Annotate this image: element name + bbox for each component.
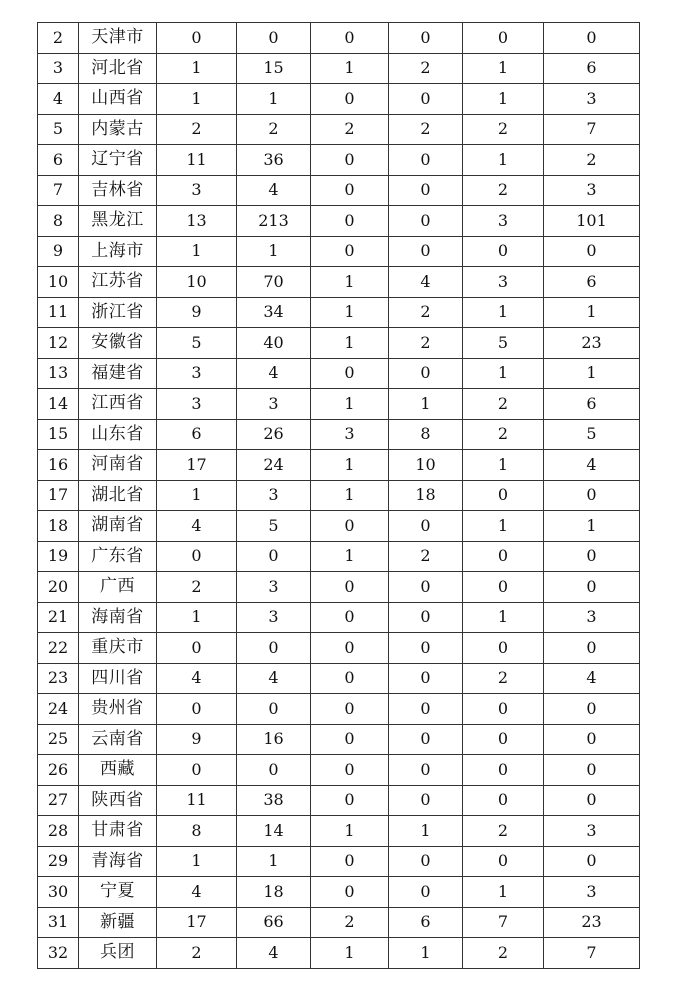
col-8-value-cell: 3 <box>544 877 640 908</box>
table-row <box>38 267 640 298</box>
region-name-cell: 河南省 <box>79 450 157 481</box>
col-4-value-cell: 70 <box>237 267 311 298</box>
col-6-value-cell: 0 <box>389 785 463 816</box>
col-4-value-cell: 34 <box>237 297 311 328</box>
table-row <box>38 816 640 847</box>
col-7-value-cell: 1 <box>463 297 544 328</box>
col-5-value-cell: 0 <box>311 755 389 786</box>
col-4-value-cell: 4 <box>237 175 311 206</box>
col-7-value-cell: 1 <box>463 53 544 84</box>
col-7-value-cell: 0 <box>463 633 544 664</box>
col-3-value-cell: 0 <box>157 694 237 725</box>
col-8-value-cell: 7 <box>544 114 640 145</box>
table-row <box>38 785 640 816</box>
row-number-cell: 11 <box>38 297 79 328</box>
col-7-value-cell: 0 <box>463 846 544 877</box>
col-5-value-cell: 1 <box>311 297 389 328</box>
col-5-value-cell: 0 <box>311 572 389 603</box>
col-8-value-cell: 1 <box>544 511 640 542</box>
col-8-value-cell: 2 <box>544 145 640 176</box>
row-number-cell: 17 <box>38 480 79 511</box>
col-3-value-cell: 8 <box>157 816 237 847</box>
col-6-value-cell: 0 <box>389 633 463 664</box>
region-name-cell: 湖南省 <box>79 511 157 542</box>
region-name-cell: 天津市 <box>79 23 157 54</box>
table-row <box>38 450 640 481</box>
col-8-value-cell: 6 <box>544 267 640 298</box>
row-number-cell: 26 <box>38 755 79 786</box>
table-row <box>38 572 640 603</box>
col-4-value-cell: 0 <box>237 23 311 54</box>
region-name-cell: 安徽省 <box>79 328 157 359</box>
col-3-value-cell: 1 <box>157 236 237 267</box>
region-name-cell: 上海市 <box>79 236 157 267</box>
row-number-cell: 27 <box>38 785 79 816</box>
col-5-value-cell: 1 <box>311 450 389 481</box>
col-4-value-cell: 66 <box>237 907 311 938</box>
col-8-value-cell: 3 <box>544 602 640 633</box>
col-4-value-cell: 0 <box>237 633 311 664</box>
col-4-value-cell: 5 <box>237 511 311 542</box>
row-number-cell: 3 <box>38 53 79 84</box>
col-6-value-cell: 18 <box>389 480 463 511</box>
region-name-cell: 陕西省 <box>79 785 157 816</box>
col-6-value-cell: 1 <box>389 816 463 847</box>
row-number-cell: 10 <box>38 267 79 298</box>
region-name-cell: 福建省 <box>79 358 157 389</box>
col-7-value-cell: 0 <box>463 541 544 572</box>
row-number-cell: 23 <box>38 663 79 694</box>
col-6-value-cell: 2 <box>389 297 463 328</box>
col-6-value-cell: 0 <box>389 694 463 725</box>
col-3-value-cell: 3 <box>157 358 237 389</box>
col-5-value-cell: 0 <box>311 663 389 694</box>
col-3-value-cell: 17 <box>157 450 237 481</box>
col-6-value-cell: 0 <box>389 358 463 389</box>
col-6-value-cell: 2 <box>389 328 463 359</box>
col-4-value-cell: 15 <box>237 53 311 84</box>
col-7-value-cell: 2 <box>463 419 544 450</box>
table-row <box>38 358 640 389</box>
region-name-cell: 青海省 <box>79 846 157 877</box>
col-5-value-cell: 0 <box>311 358 389 389</box>
table-row <box>38 53 640 84</box>
row-number-cell: 5 <box>38 114 79 145</box>
col-7-value-cell: 0 <box>463 755 544 786</box>
col-6-value-cell: 0 <box>389 236 463 267</box>
col-7-value-cell: 0 <box>463 236 544 267</box>
table-row <box>38 877 640 908</box>
col-7-value-cell: 1 <box>463 602 544 633</box>
table-row <box>38 23 640 54</box>
col-3-value-cell: 0 <box>157 23 237 54</box>
col-8-value-cell: 3 <box>544 816 640 847</box>
col-5-value-cell: 0 <box>311 602 389 633</box>
col-8-value-cell: 1 <box>544 358 640 389</box>
table-row <box>38 480 640 511</box>
col-4-value-cell: 3 <box>237 572 311 603</box>
col-4-value-cell: 14 <box>237 816 311 847</box>
col-5-value-cell: 1 <box>311 328 389 359</box>
region-name-cell: 浙江省 <box>79 297 157 328</box>
col-5-value-cell: 3 <box>311 419 389 450</box>
table-row <box>38 175 640 206</box>
col-5-value-cell: 0 <box>311 511 389 542</box>
col-8-value-cell: 0 <box>544 480 640 511</box>
row-number-cell: 9 <box>38 236 79 267</box>
col-6-value-cell: 2 <box>389 114 463 145</box>
region-name-cell: 宁夏 <box>79 877 157 908</box>
col-8-value-cell: 3 <box>544 84 640 115</box>
col-3-value-cell: 0 <box>157 633 237 664</box>
region-name-cell: 江西省 <box>79 389 157 420</box>
col-5-value-cell: 1 <box>311 480 389 511</box>
region-name-cell: 辽宁省 <box>79 145 157 176</box>
col-7-value-cell: 0 <box>463 724 544 755</box>
col-8-value-cell: 6 <box>544 389 640 420</box>
table-row <box>38 114 640 145</box>
col-3-value-cell: 0 <box>157 755 237 786</box>
region-name-cell: 山东省 <box>79 419 157 450</box>
col-5-value-cell: 2 <box>311 114 389 145</box>
col-5-value-cell: 1 <box>311 267 389 298</box>
col-4-value-cell: 4 <box>237 663 311 694</box>
row-number-cell: 19 <box>38 541 79 572</box>
row-number-cell: 2 <box>38 23 79 54</box>
col-4-value-cell: 40 <box>237 328 311 359</box>
col-8-value-cell: 7 <box>544 938 640 969</box>
col-3-value-cell: 1 <box>157 480 237 511</box>
region-name-cell: 广西 <box>79 572 157 603</box>
col-5-value-cell: 1 <box>311 816 389 847</box>
col-5-value-cell: 0 <box>311 145 389 176</box>
col-6-value-cell: 0 <box>389 755 463 786</box>
col-7-value-cell: 2 <box>463 938 544 969</box>
col-5-value-cell: 1 <box>311 389 389 420</box>
col-5-value-cell: 0 <box>311 23 389 54</box>
col-4-value-cell: 0 <box>237 541 311 572</box>
region-name-cell: 江苏省 <box>79 267 157 298</box>
col-5-value-cell: 0 <box>311 633 389 664</box>
col-3-value-cell: 1 <box>157 53 237 84</box>
row-number-cell: 16 <box>38 450 79 481</box>
col-8-value-cell: 0 <box>544 724 640 755</box>
region-name-cell: 山西省 <box>79 84 157 115</box>
col-6-value-cell: 0 <box>389 84 463 115</box>
col-7-value-cell: 2 <box>463 389 544 420</box>
col-4-value-cell: 3 <box>237 602 311 633</box>
table-row <box>38 846 640 877</box>
col-8-value-cell: 1 <box>544 297 640 328</box>
table-row <box>38 297 640 328</box>
col-4-value-cell: 16 <box>237 724 311 755</box>
region-name-cell: 黑龙江 <box>79 206 157 237</box>
col-4-value-cell: 4 <box>237 358 311 389</box>
col-7-value-cell: 2 <box>463 816 544 847</box>
region-name-cell: 湖北省 <box>79 480 157 511</box>
col-3-value-cell: 13 <box>157 206 237 237</box>
col-3-value-cell: 3 <box>157 389 237 420</box>
table-row <box>38 389 640 420</box>
col-3-value-cell: 10 <box>157 267 237 298</box>
col-3-value-cell: 2 <box>157 114 237 145</box>
col-8-value-cell: 0 <box>544 572 640 603</box>
col-7-value-cell: 7 <box>463 907 544 938</box>
col-6-value-cell: 0 <box>389 23 463 54</box>
col-8-value-cell: 101 <box>544 206 640 237</box>
col-8-value-cell: 5 <box>544 419 640 450</box>
row-number-cell: 8 <box>38 206 79 237</box>
col-3-value-cell: 17 <box>157 907 237 938</box>
col-7-value-cell: 1 <box>463 84 544 115</box>
col-3-value-cell: 4 <box>157 877 237 908</box>
col-3-value-cell: 1 <box>157 602 237 633</box>
col-6-value-cell: 2 <box>389 541 463 572</box>
col-3-value-cell: 2 <box>157 572 237 603</box>
col-6-value-cell: 8 <box>389 419 463 450</box>
col-4-value-cell: 3 <box>237 480 311 511</box>
row-number-cell: 12 <box>38 328 79 359</box>
table-row <box>38 206 640 237</box>
table-row <box>38 84 640 115</box>
col-4-value-cell: 4 <box>237 938 311 969</box>
col-4-value-cell: 26 <box>237 419 311 450</box>
col-3-value-cell: 4 <box>157 511 237 542</box>
col-8-value-cell: 0 <box>544 785 640 816</box>
table-row <box>38 602 640 633</box>
col-4-value-cell: 24 <box>237 450 311 481</box>
row-number-cell: 7 <box>38 175 79 206</box>
col-4-value-cell: 2 <box>237 114 311 145</box>
col-6-value-cell: 2 <box>389 53 463 84</box>
row-number-cell: 14 <box>38 389 79 420</box>
col-5-value-cell: 1 <box>311 541 389 572</box>
col-5-value-cell: 1 <box>311 53 389 84</box>
col-3-value-cell: 2 <box>157 938 237 969</box>
col-7-value-cell: 1 <box>463 511 544 542</box>
table-row <box>38 145 640 176</box>
col-7-value-cell: 2 <box>463 175 544 206</box>
col-3-value-cell: 9 <box>157 297 237 328</box>
col-4-value-cell: 1 <box>237 236 311 267</box>
col-8-value-cell: 4 <box>544 663 640 694</box>
col-3-value-cell: 4 <box>157 663 237 694</box>
row-number-cell: 31 <box>38 907 79 938</box>
col-3-value-cell: 3 <box>157 175 237 206</box>
col-8-value-cell: 0 <box>544 846 640 877</box>
col-7-value-cell: 3 <box>463 206 544 237</box>
col-6-value-cell: 0 <box>389 511 463 542</box>
data-table <box>37 22 640 969</box>
col-7-value-cell: 2 <box>463 663 544 694</box>
row-number-cell: 15 <box>38 419 79 450</box>
col-8-value-cell: 0 <box>544 236 640 267</box>
col-5-value-cell: 0 <box>311 785 389 816</box>
region-name-cell: 内蒙古 <box>79 114 157 145</box>
table-row <box>38 694 640 725</box>
row-number-cell: 18 <box>38 511 79 542</box>
col-8-value-cell: 3 <box>544 175 640 206</box>
col-7-value-cell: 0 <box>463 572 544 603</box>
col-3-value-cell: 5 <box>157 328 237 359</box>
col-7-value-cell: 0 <box>463 785 544 816</box>
region-name-cell: 新疆 <box>79 907 157 938</box>
row-number-cell: 28 <box>38 816 79 847</box>
col-8-value-cell: 0 <box>544 694 640 725</box>
region-name-cell: 甘肃省 <box>79 816 157 847</box>
col-8-value-cell: 4 <box>544 450 640 481</box>
row-number-cell: 21 <box>38 602 79 633</box>
col-5-value-cell: 0 <box>311 877 389 908</box>
col-8-value-cell: 0 <box>544 633 640 664</box>
col-4-value-cell: 1 <box>237 846 311 877</box>
region-name-cell: 四川省 <box>79 663 157 694</box>
col-5-value-cell: 0 <box>311 694 389 725</box>
col-6-value-cell: 1 <box>389 389 463 420</box>
row-number-cell: 4 <box>38 84 79 115</box>
col-5-value-cell: 0 <box>311 206 389 237</box>
row-number-cell: 6 <box>38 145 79 176</box>
col-6-value-cell: 0 <box>389 175 463 206</box>
col-8-value-cell: 0 <box>544 23 640 54</box>
col-6-value-cell: 0 <box>389 846 463 877</box>
col-6-value-cell: 0 <box>389 877 463 908</box>
col-4-value-cell: 0 <box>237 755 311 786</box>
table-row <box>38 633 640 664</box>
region-name-cell: 西藏 <box>79 755 157 786</box>
row-number-cell: 22 <box>38 633 79 664</box>
col-6-value-cell: 0 <box>389 663 463 694</box>
col-5-value-cell: 0 <box>311 236 389 267</box>
col-4-value-cell: 38 <box>237 785 311 816</box>
col-8-value-cell: 0 <box>544 541 640 572</box>
col-7-value-cell: 1 <box>463 358 544 389</box>
col-6-value-cell: 0 <box>389 572 463 603</box>
region-name-cell: 吉林省 <box>79 175 157 206</box>
row-number-cell: 25 <box>38 724 79 755</box>
col-5-value-cell: 0 <box>311 724 389 755</box>
col-4-value-cell: 213 <box>237 206 311 237</box>
row-number-cell: 24 <box>38 694 79 725</box>
col-3-value-cell: 11 <box>157 785 237 816</box>
region-name-cell: 兵团 <box>79 938 157 969</box>
col-7-value-cell: 0 <box>463 480 544 511</box>
col-5-value-cell: 2 <box>311 907 389 938</box>
col-6-value-cell: 4 <box>389 267 463 298</box>
col-4-value-cell: 0 <box>237 694 311 725</box>
col-7-value-cell: 0 <box>463 694 544 725</box>
row-number-cell: 13 <box>38 358 79 389</box>
col-5-value-cell: 0 <box>311 84 389 115</box>
col-7-value-cell: 3 <box>463 267 544 298</box>
col-4-value-cell: 1 <box>237 84 311 115</box>
table-row <box>38 907 640 938</box>
col-3-value-cell: 11 <box>157 145 237 176</box>
col-4-value-cell: 3 <box>237 389 311 420</box>
col-8-value-cell: 0 <box>544 755 640 786</box>
col-4-value-cell: 36 <box>237 145 311 176</box>
col-3-value-cell: 1 <box>157 84 237 115</box>
region-name-cell: 贵州省 <box>79 694 157 725</box>
col-7-value-cell: 5 <box>463 328 544 359</box>
col-7-value-cell: 1 <box>463 450 544 481</box>
table-row <box>38 236 640 267</box>
table-body <box>38 23 640 969</box>
region-name-cell: 重庆市 <box>79 633 157 664</box>
col-5-value-cell: 1 <box>311 938 389 969</box>
col-6-value-cell: 10 <box>389 450 463 481</box>
col-8-value-cell: 23 <box>544 328 640 359</box>
row-number-cell: 29 <box>38 846 79 877</box>
col-3-value-cell: 0 <box>157 541 237 572</box>
col-6-value-cell: 0 <box>389 206 463 237</box>
row-number-cell: 32 <box>38 938 79 969</box>
col-3-value-cell: 6 <box>157 419 237 450</box>
col-7-value-cell: 0 <box>463 23 544 54</box>
col-8-value-cell: 23 <box>544 907 640 938</box>
col-4-value-cell: 18 <box>237 877 311 908</box>
col-6-value-cell: 0 <box>389 145 463 176</box>
row-number-cell: 20 <box>38 572 79 603</box>
table-row <box>38 541 640 572</box>
region-name-cell: 河北省 <box>79 53 157 84</box>
table-row <box>38 419 640 450</box>
table-row <box>38 328 640 359</box>
table-row <box>38 511 640 542</box>
col-3-value-cell: 1 <box>157 846 237 877</box>
col-3-value-cell: 9 <box>157 724 237 755</box>
table-row <box>38 724 640 755</box>
col-7-value-cell: 2 <box>463 114 544 145</box>
col-6-value-cell: 0 <box>389 602 463 633</box>
region-name-cell: 云南省 <box>79 724 157 755</box>
col-6-value-cell: 6 <box>389 907 463 938</box>
col-6-value-cell: 0 <box>389 724 463 755</box>
table-row <box>38 663 640 694</box>
table-row <box>38 755 640 786</box>
row-number-cell: 30 <box>38 877 79 908</box>
col-5-value-cell: 0 <box>311 175 389 206</box>
region-name-cell: 海南省 <box>79 602 157 633</box>
col-5-value-cell: 0 <box>311 846 389 877</box>
col-6-value-cell: 1 <box>389 938 463 969</box>
col-7-value-cell: 1 <box>463 877 544 908</box>
table-row <box>38 938 640 969</box>
col-8-value-cell: 6 <box>544 53 640 84</box>
region-name-cell: 广东省 <box>79 541 157 572</box>
col-7-value-cell: 1 <box>463 145 544 176</box>
